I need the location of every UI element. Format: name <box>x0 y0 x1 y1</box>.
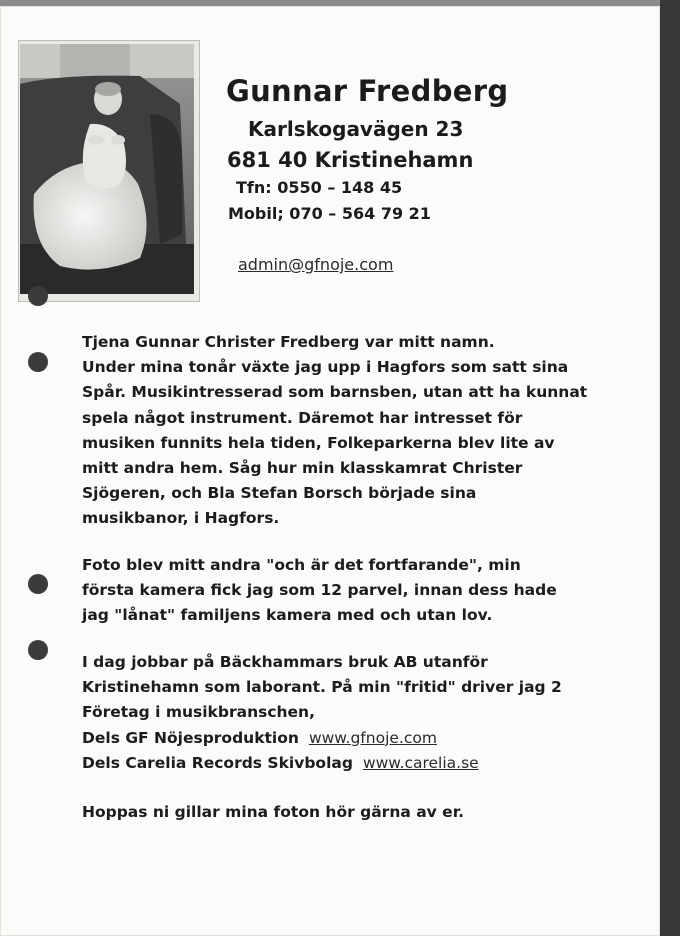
closing-line: Hoppas ni gillar mina foton hör gärna av er. <box>82 803 465 821</box>
scan-right-edge <box>660 0 680 936</box>
company-line <box>82 726 562 751</box>
street-address: Karlskogavägen 23 <box>248 117 464 141</box>
punch-hole <box>28 640 48 660</box>
punch-hole <box>28 574 48 594</box>
text-line: spela något instrument. Däremot har intresset för <box>82 408 523 427</box>
phone-number: Tfn: 0550 – 148 45 <box>236 178 403 197</box>
text-line: musikbanor, i Hagfors. <box>82 509 280 528</box>
text-line: Kristinehamn som laborant. På min "fritid" driver jag 2 <box>82 678 562 697</box>
person-name: Gunnar Fredberg <box>226 74 509 108</box>
text-line: jag "lånat" familjens kamera med och utan lov. <box>82 606 493 625</box>
mobile-number: Mobil; 070 – 564 79 21 <box>228 204 431 223</box>
text-line: Under mina tonår växte jag upp i Hagfors som satt sina <box>82 358 569 377</box>
text-line: Foto blev mitt andra "och är det fortfarande", min <box>82 556 521 574</box>
carelia-website-link[interactable]: www.carelia.se <box>362 753 479 772</box>
intro-paragraph <box>82 330 587 532</box>
text-line: Företag i musikbranschen, <box>82 703 315 722</box>
text-line: första kamera fick jag som 12 parvel, innan dess hade <box>82 581 557 600</box>
gfnoje-website-link[interactable]: www.gfnoje.com <box>308 728 437 747</box>
text-line: Tjena Gunnar Christer Fredberg var mitt namn. <box>82 333 495 351</box>
text-line: musiken funnits hela tiden, Folkeparkerna blev lite av <box>82 433 555 452</box>
photo-image <box>20 44 194 294</box>
text-line: Spår. Musikintresserad som barnsben, utan att ha kunnat <box>82 383 588 402</box>
company-line <box>82 751 562 776</box>
company-label: Dels Carelia Records Skivbolag <box>82 753 353 772</box>
postal-city: 681 40 Kristinehamn <box>227 148 474 172</box>
punch-hole <box>28 352 48 372</box>
work-paragraph <box>82 650 562 776</box>
text-line: Sjögeren, och Bla Stefan Borsch började sina <box>82 484 477 503</box>
text-line: I dag jobbar på Bäckhammars bruk AB utanför <box>82 653 488 671</box>
baby-portrait-photo <box>20 44 194 294</box>
text-line: mitt andra hem. Såg hur min klasskamrat Christer <box>82 459 523 478</box>
email-link[interactable]: admin@gfnoje.com <box>238 255 394 274</box>
photography-paragraph <box>82 553 557 629</box>
punch-hole <box>28 286 48 306</box>
company-label: Dels GF Nöjesproduktion <box>82 728 299 747</box>
